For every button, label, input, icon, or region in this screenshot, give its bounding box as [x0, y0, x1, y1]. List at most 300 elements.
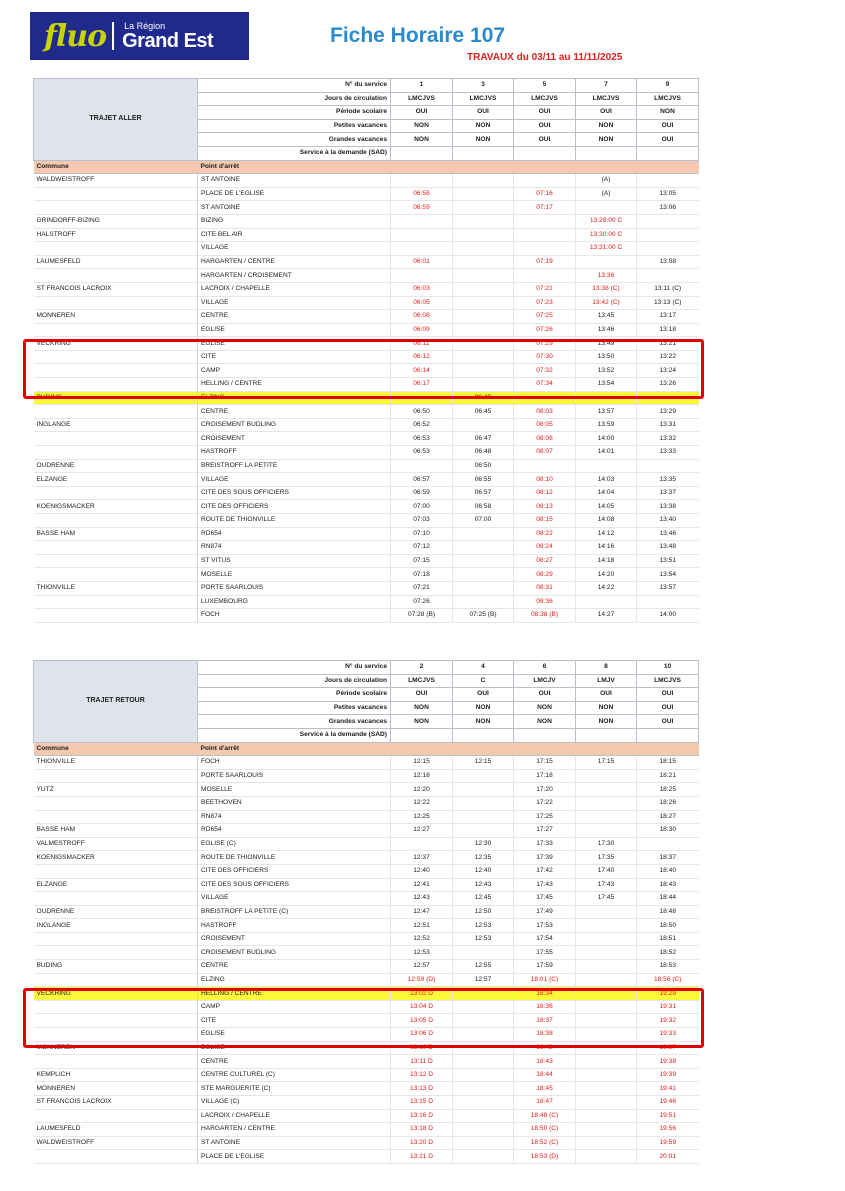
commune-cell — [34, 187, 198, 201]
time-cell: 06:59 — [391, 486, 453, 500]
time-cell: 08:06 — [514, 432, 576, 446]
time-cell — [453, 554, 514, 568]
time-cell: 12:37 — [391, 851, 453, 865]
time-cell: 13:24 — [637, 364, 699, 378]
stop-cell: HASTROFF — [198, 919, 391, 933]
time-cell — [453, 527, 514, 541]
header-value: 4 — [453, 661, 514, 675]
commune-cell — [34, 541, 198, 555]
time-cell: 13:32 — [637, 432, 699, 446]
header-value: 7 — [576, 79, 637, 93]
time-cell — [453, 418, 514, 432]
time-cell: 17:42 — [514, 864, 576, 878]
time-cell: 17:43 — [576, 878, 637, 892]
time-cell: 12:50 — [453, 905, 514, 919]
time-cell: 14:01 — [576, 446, 637, 460]
time-cell: (A) — [576, 174, 637, 188]
timetable-row — [34, 919, 699, 933]
column-header-row — [34, 160, 699, 174]
time-cell: 07:21 — [514, 282, 576, 296]
time-cell — [576, 919, 637, 933]
time-cell — [576, 905, 637, 919]
time-cell: 14:22 — [576, 581, 637, 595]
time-cell: 18:51 — [637, 932, 699, 946]
stop-cell: VILLAGE — [198, 892, 391, 906]
header-value: OUI — [391, 688, 453, 702]
time-cell: 07:26 — [391, 595, 453, 609]
column-header-empty — [576, 742, 637, 756]
column-header-stop: Point d'arrêt — [198, 160, 391, 174]
time-cell — [391, 269, 453, 283]
time-cell: 19:32 — [637, 1014, 699, 1028]
column-header-empty — [453, 160, 514, 174]
commune-cell: GRINDORFF-BIZING — [34, 214, 198, 228]
header-value: LMCJVS — [453, 92, 514, 106]
header-value: NON — [576, 715, 637, 729]
commune-cell — [34, 810, 198, 824]
time-cell — [576, 960, 637, 974]
stop-cell: CROISEMENT — [198, 932, 391, 946]
fluo-grand-est-logo — [30, 12, 249, 60]
time-cell: 13:30:00 C — [576, 228, 637, 242]
commune-cell — [34, 554, 198, 568]
time-cell: 18:48 — [637, 905, 699, 919]
stop-cell: BIZING — [198, 214, 391, 228]
time-cell — [391, 174, 453, 188]
commune-cell: THIONVILLE — [34, 581, 198, 595]
stop-cell: VILLAGE — [198, 296, 391, 310]
time-cell: 08:10 — [514, 473, 576, 487]
commune-cell — [34, 946, 198, 960]
timetable-row — [34, 500, 699, 514]
timetable-row — [34, 405, 699, 419]
time-cell: 08:38 (B) — [514, 609, 576, 623]
time-cell — [576, 1150, 637, 1164]
timetable-row — [34, 756, 699, 770]
time-cell: 07:12 — [391, 541, 453, 555]
time-cell — [391, 228, 453, 242]
stop-cell: CROISEMENT BUDLING — [198, 946, 391, 960]
time-cell — [637, 459, 699, 473]
timetable-row — [34, 228, 699, 242]
time-cell: 13:46 — [576, 323, 637, 337]
time-cell — [453, 783, 514, 797]
time-cell — [453, 1123, 514, 1137]
time-cell: 13:20 D — [391, 1136, 453, 1150]
stop-cell: MOSELLE — [198, 783, 391, 797]
stop-cell: PORTE SAARLOUIS — [198, 581, 391, 595]
time-cell: 12:57 — [391, 960, 453, 974]
stop-cell: PLACE DE L'EGLISE — [198, 1150, 391, 1164]
header-value: 5 — [514, 79, 576, 93]
time-cell — [576, 1068, 637, 1082]
header-value: NON — [576, 119, 637, 133]
header-value: NON — [453, 133, 514, 147]
time-cell: 18:01 (C) — [514, 973, 576, 987]
stop-cell: ROUTE DE THIONVILLE — [198, 851, 391, 865]
time-cell: 12:25 — [391, 810, 453, 824]
header-label: Période scolaire — [198, 688, 391, 702]
time-cell: 18:52 — [637, 946, 699, 960]
time-cell: 17:45 — [514, 892, 576, 906]
time-cell: 06:01 — [391, 255, 453, 269]
time-cell: 07:21 — [391, 581, 453, 595]
time-cell — [453, 269, 514, 283]
timetable-row — [34, 214, 699, 228]
time-cell: 12:30 — [453, 837, 514, 851]
time-cell: 13:50 — [576, 350, 637, 364]
commune-cell: KOENIGSMACKER — [34, 500, 198, 514]
header-value: 2 — [391, 661, 453, 675]
time-cell: 13:31 — [637, 418, 699, 432]
time-cell: 07:32 — [514, 364, 576, 378]
time-cell: 12:15 — [453, 756, 514, 770]
time-cell: 17:59 — [514, 960, 576, 974]
header-value — [453, 728, 514, 742]
time-cell — [453, 1082, 514, 1096]
time-cell: 13:05 — [637, 187, 699, 201]
header-value: 6 — [514, 661, 576, 675]
time-cell: 13:12 D — [391, 1068, 453, 1082]
time-cell: 18:38 — [514, 1028, 576, 1042]
commune-cell: OUDRENNE — [34, 459, 198, 473]
logo-grand-est-text: Grand Est — [122, 29, 214, 52]
stop-cell: LUXEMBOURG — [198, 595, 391, 609]
header-value: NON — [453, 715, 514, 729]
commune-cell: KEMPLICH — [34, 1068, 198, 1082]
stop-cell: EGLISE — [198, 337, 391, 351]
time-cell — [576, 1055, 637, 1069]
time-cell: 14:20 — [576, 568, 637, 582]
header-value: LMCJVS — [576, 92, 637, 106]
commune-cell — [34, 486, 198, 500]
commune-cell — [34, 323, 198, 337]
column-header-commune: Commune — [34, 742, 198, 756]
time-cell — [576, 1136, 637, 1150]
timetable-row — [34, 932, 699, 946]
timetable-row — [34, 864, 699, 878]
time-cell: 13:37 — [637, 486, 699, 500]
time-cell — [576, 769, 637, 783]
time-cell — [453, 810, 514, 824]
time-cell: 07:30 — [514, 350, 576, 364]
timetable-row — [34, 514, 699, 528]
time-cell: 13:49 — [576, 337, 637, 351]
time-cell — [453, 296, 514, 310]
time-cell: 12:22 — [391, 796, 453, 810]
stop-cell: ST ANTOINE — [198, 1136, 391, 1150]
time-cell — [453, 1055, 514, 1069]
stop-cell: RD654 — [198, 527, 391, 541]
time-cell: 18:44 — [514, 1068, 576, 1082]
time-cell: 12:57 — [453, 973, 514, 987]
time-cell: 17:54 — [514, 932, 576, 946]
commune-cell: MONNEREN — [34, 310, 198, 324]
time-cell: 13:16 D — [391, 1109, 453, 1123]
timetable-row — [34, 446, 699, 460]
stop-cell: VILLAGE — [198, 242, 391, 256]
stop-cell: ST ANTOINE — [198, 174, 391, 188]
time-cell: 14:08 — [576, 514, 637, 528]
time-cell: 12:47 — [391, 905, 453, 919]
time-cell: 13:45 — [576, 310, 637, 324]
stop-cell: HARGARTEN / CROISEMENT — [198, 269, 391, 283]
time-cell: 18:44 — [637, 892, 699, 906]
time-cell: 07:26 — [514, 323, 576, 337]
time-cell: 13:17 — [637, 310, 699, 324]
stop-cell: EGLISE — [198, 1041, 391, 1055]
time-cell: 07:17 — [514, 201, 576, 215]
stop-cell: EGLISE (C) — [198, 837, 391, 851]
header-value — [576, 728, 637, 742]
time-cell: 06:58 — [453, 500, 514, 514]
time-cell — [514, 269, 576, 283]
time-cell: 06:47 — [453, 432, 514, 446]
time-cell: 08:36 — [514, 595, 576, 609]
time-cell: 18:43 — [514, 1055, 576, 1069]
time-cell: 17:35 — [576, 851, 637, 865]
header-value: OUI — [453, 106, 514, 120]
time-cell: 06:45 — [453, 405, 514, 419]
stop-cell: EGLISE — [198, 323, 391, 337]
stop-cell: CENTRE — [198, 960, 391, 974]
commune-cell: ST FRANCOIS LACROIX — [34, 282, 198, 296]
time-cell: 08:03 — [514, 405, 576, 419]
header-value — [576, 146, 637, 160]
stop-cell: HARGARTEN / CENTRE — [198, 1123, 391, 1137]
time-cell: 18:56 (C) — [637, 973, 699, 987]
time-cell: 18:48 (C) — [514, 1109, 576, 1123]
stop-cell: FOCH — [198, 756, 391, 770]
time-cell — [453, 568, 514, 582]
time-cell: 13:46 — [637, 527, 699, 541]
time-cell: 08:31 — [514, 581, 576, 595]
time-cell: 19:46 — [637, 1096, 699, 1110]
time-cell — [453, 282, 514, 296]
commune-cell — [34, 446, 198, 460]
time-cell: 12:59 (D) — [391, 973, 453, 987]
commune-cell — [34, 892, 198, 906]
header-value: LMCJVS — [637, 92, 699, 106]
timetable-row — [34, 242, 699, 256]
commune-cell: ST FRANCOIS LACROIX — [34, 1096, 198, 1110]
column-header-stop: Point d'arrêt — [198, 742, 391, 756]
stop-cell: STE MARGUERITE (C) — [198, 1082, 391, 1096]
time-cell: 13:06 D — [391, 1028, 453, 1042]
time-cell: 13:38 (C) — [576, 282, 637, 296]
timetable-row — [34, 1055, 699, 1069]
time-cell — [576, 1109, 637, 1123]
timetable-row — [34, 878, 699, 892]
timetable-row — [34, 255, 699, 269]
commune-cell: BUDING — [34, 391, 198, 405]
time-cell: 19:59 — [637, 1136, 699, 1150]
time-cell: 13:54 — [637, 568, 699, 582]
stop-cell: CITE — [198, 1014, 391, 1028]
commune-cell — [34, 405, 198, 419]
column-header-empty — [391, 742, 453, 756]
time-cell: 18:45 — [514, 1082, 576, 1096]
stop-cell: CITE DES SOUS OFFICIERS — [198, 878, 391, 892]
time-cell: 13:59 — [576, 418, 637, 432]
stop-cell: HELLING / CENTRE — [198, 987, 391, 1001]
time-cell — [453, 228, 514, 242]
time-cell: 13:22 — [637, 350, 699, 364]
time-cell: 13:52 — [576, 364, 637, 378]
time-cell: 13:21 — [637, 337, 699, 351]
header-value: NON — [391, 701, 453, 715]
time-cell: 18:42 — [514, 1041, 576, 1055]
commune-cell: LAUMESFELD — [34, 255, 198, 269]
time-cell — [576, 796, 637, 810]
stop-cell: RD654 — [198, 824, 391, 838]
stop-cell: MOSELLE — [198, 568, 391, 582]
stop-cell: BEETHOVEN — [198, 796, 391, 810]
commune-cell: WALDWEISTROFF — [34, 1136, 198, 1150]
time-cell: 17:40 — [576, 864, 637, 878]
header-value — [637, 146, 699, 160]
commune-cell — [34, 1150, 198, 1164]
time-cell: 17:45 — [576, 892, 637, 906]
time-cell: 12:20 — [391, 783, 453, 797]
time-cell: 13:48 — [637, 541, 699, 555]
time-cell: 18:34 — [514, 987, 576, 1001]
stop-cell: BREISTROFF LA PETITE — [198, 459, 391, 473]
header-label: Période scolaire — [198, 106, 391, 120]
time-cell: 18:50 (C) — [514, 1123, 576, 1137]
timetable-retour — [33, 660, 699, 1164]
stop-cell: FOCH — [198, 609, 391, 623]
time-cell: 06:57 — [391, 473, 453, 487]
timetable-row — [34, 595, 699, 609]
time-cell — [576, 1123, 637, 1137]
time-cell — [453, 1096, 514, 1110]
commune-cell — [34, 1109, 198, 1123]
time-cell: 06:58 — [391, 187, 453, 201]
time-cell: 17:53 — [514, 919, 576, 933]
time-cell: 13:26 — [637, 378, 699, 392]
time-cell: 17:27 — [514, 824, 576, 838]
time-cell: 17:15 — [514, 756, 576, 770]
commune-cell: THIONVILLE — [34, 756, 198, 770]
time-cell — [453, 1150, 514, 1164]
header-value — [391, 728, 453, 742]
commune-cell: INGLANGE — [34, 418, 198, 432]
header-value: LMCJV — [514, 674, 576, 688]
time-cell: 14:00 — [637, 609, 699, 623]
time-cell: 12:53 — [453, 932, 514, 946]
commune-cell — [34, 568, 198, 582]
commune-cell — [34, 864, 198, 878]
time-cell: 18:15 — [637, 756, 699, 770]
header-value: OUI — [637, 119, 699, 133]
time-cell: 12:15 — [391, 756, 453, 770]
stop-cell: HASTROFF — [198, 446, 391, 460]
time-cell: 18:53 — [637, 960, 699, 974]
time-cell: 12:41 — [391, 878, 453, 892]
time-cell: 13:57 — [637, 581, 699, 595]
time-cell: 18:30 — [637, 824, 699, 838]
header-value: LMCJVS — [391, 92, 453, 106]
time-cell — [637, 595, 699, 609]
time-cell: 13:51 — [637, 554, 699, 568]
time-cell — [453, 310, 514, 324]
timetable-row — [34, 554, 699, 568]
header-value: OUI — [637, 701, 699, 715]
time-cell: 06:12 — [391, 350, 453, 364]
stop-cell: ROUTE DE THIONVILLE — [198, 514, 391, 528]
time-cell: 18:25 — [637, 783, 699, 797]
time-cell: 06:50 — [453, 459, 514, 473]
commune-cell — [34, 201, 198, 215]
timetable-row — [34, 837, 699, 851]
stop-cell: HELLING / CENTRE — [198, 378, 391, 392]
time-cell — [453, 824, 514, 838]
time-cell — [514, 174, 576, 188]
time-cell: 18:47 — [514, 1096, 576, 1110]
header-value: OUI — [514, 688, 576, 702]
header-value: 9 — [637, 79, 699, 93]
timetable-row — [34, 323, 699, 337]
header-label: Jours de circulation — [198, 92, 391, 106]
stop-cell: LACROIX / CHAPELLE — [198, 282, 391, 296]
time-cell: 18:37 — [637, 851, 699, 865]
timetable-row — [34, 1109, 699, 1123]
time-cell: 12:18 — [391, 769, 453, 783]
timetable-row — [34, 892, 699, 906]
time-cell: 17:20 — [514, 783, 576, 797]
timetable-row — [34, 486, 699, 500]
header-value: NON — [453, 701, 514, 715]
commune-cell — [34, 432, 198, 446]
commune-cell: BASSE HAM — [34, 527, 198, 541]
timetable-row — [34, 541, 699, 555]
time-cell: 19:39 — [637, 1068, 699, 1082]
time-cell: 07:16 — [514, 187, 576, 201]
time-cell: 19:31 — [637, 1000, 699, 1014]
time-cell: 08:07 — [514, 446, 576, 460]
works-notice: TRAVAUX du 03/11 au 11/11/2025 — [467, 52, 623, 63]
time-cell — [453, 581, 514, 595]
header-label: Service à la demande (SAD) — [198, 146, 391, 160]
time-cell: 14:27 — [576, 609, 637, 623]
time-cell: 08:15 — [514, 514, 576, 528]
logo-region-text: La Région — [124, 20, 166, 31]
stop-cell: CITE BEL AIR — [198, 228, 391, 242]
time-cell — [453, 1109, 514, 1123]
stop-cell: CITE DES SOUS OFFICIERS — [198, 486, 391, 500]
time-cell — [576, 810, 637, 824]
time-cell — [576, 201, 637, 215]
time-cell — [514, 459, 576, 473]
time-cell: 18:52 (C) — [514, 1136, 576, 1150]
commune-cell: MONNEREN — [34, 1041, 198, 1055]
stop-cell: CENTRE CULTUREL (C) — [198, 1068, 391, 1082]
header-value: LMCJVS — [637, 674, 699, 688]
time-cell: 13:36 — [576, 269, 637, 283]
time-cell: 19:38 — [637, 1055, 699, 1069]
commune-cell: INGLANGE — [34, 919, 198, 933]
time-cell — [637, 242, 699, 256]
timetable-row — [34, 473, 699, 487]
header-row — [34, 661, 699, 675]
time-cell: 14:04 — [576, 486, 637, 500]
time-cell: 19:33 — [637, 1028, 699, 1042]
commune-cell — [34, 296, 198, 310]
stop-cell: BREISTROFF LA PETITE (C) — [198, 905, 391, 919]
stop-cell: EGLISE — [198, 1028, 391, 1042]
stop-cell: LACROIX / CHAPELLE — [198, 1109, 391, 1123]
